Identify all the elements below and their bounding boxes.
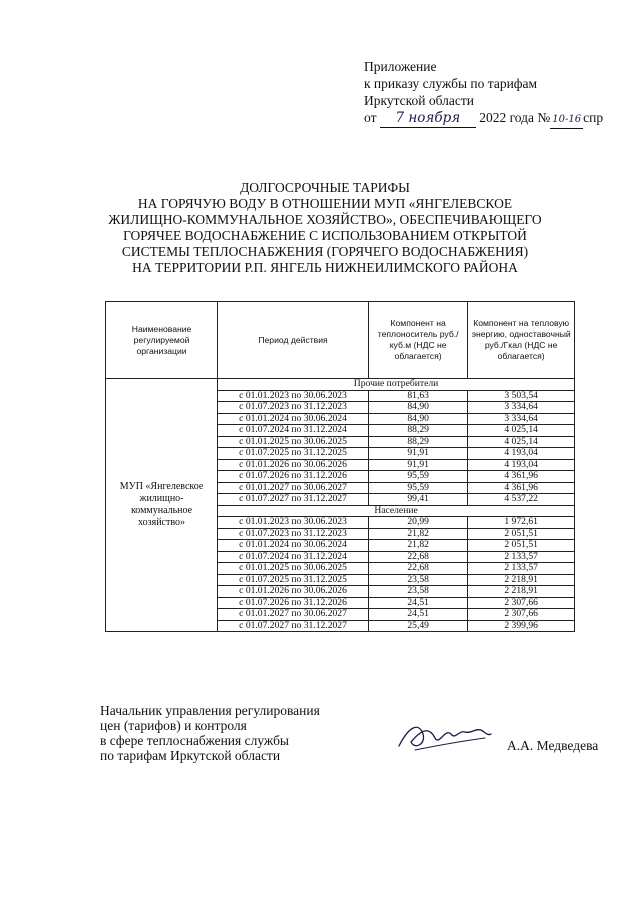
period-cell: с 01.07.2025 по 31.12.2025 bbox=[218, 448, 369, 460]
coolant-cell: 84,90 bbox=[368, 402, 467, 414]
period-cell: с 01.07.2025 по 31.12.2025 bbox=[218, 574, 369, 586]
heat-cell: 3 503,54 bbox=[468, 390, 575, 402]
coolant-cell: 91,91 bbox=[368, 459, 467, 471]
heat-cell: 2 307,66 bbox=[468, 609, 575, 621]
footer-line-1: Начальник управления регулирования bbox=[100, 703, 320, 718]
heat-cell: 4 361,96 bbox=[468, 482, 575, 494]
coolant-cell: 81,63 bbox=[368, 390, 467, 402]
heat-cell: 2 399,96 bbox=[468, 620, 575, 632]
coolant-cell: 91,91 bbox=[368, 448, 467, 460]
heat-cell: 3 334,64 bbox=[468, 413, 575, 425]
heat-cell: 1 972,61 bbox=[468, 517, 575, 529]
table-header-row bbox=[106, 302, 575, 379]
heat-cell: 2 307,66 bbox=[468, 597, 575, 609]
title-line-2: НА ГОРЯЧУЮ ВОДУ В ОТНОШЕНИИ МУП «ЯНГЕЛЕВСКОЕ bbox=[137, 196, 513, 211]
heat-cell: 4 025,14 bbox=[468, 425, 575, 437]
period-cell: с 01.07.2023 по 31.12.2023 bbox=[218, 402, 369, 414]
coolant-cell: 88,29 bbox=[368, 425, 467, 437]
group-row bbox=[106, 379, 575, 391]
document-title bbox=[100, 180, 550, 276]
org-name-cell: МУП «Янгелевское жилищно-коммунальное хозяйство» bbox=[106, 379, 218, 632]
footer-line-2: цен (тарифов) и контроля bbox=[100, 718, 247, 733]
handwritten-date: 7 ноября bbox=[380, 110, 476, 128]
heat-cell: 4 025,14 bbox=[468, 436, 575, 448]
appendix-line-2: к приказу службы по тарифам bbox=[364, 76, 538, 91]
signatory-position bbox=[100, 703, 320, 763]
heat-cell: 2 218,91 bbox=[468, 574, 575, 586]
period-cell: с 01.07.2024 по 31.12.2024 bbox=[218, 551, 369, 563]
title-line-5: СИСТЕМЫ ТЕПЛОСНАБЖЕНИЯ (ГОРЯЧЕГО ВОДОСНАБЖЕНИЯ) bbox=[121, 244, 529, 259]
heat-cell: 4 361,96 bbox=[468, 471, 575, 483]
header-period: Период действия bbox=[218, 302, 369, 379]
period-cell: с 01.01.2026 по 30.06.2026 bbox=[218, 586, 369, 598]
period-cell: с 01.01.2023 по 30.06.2023 bbox=[218, 517, 369, 529]
footer-line-3: в сфере теплоснабжения службы bbox=[100, 733, 290, 748]
coolant-cell: 84,90 bbox=[368, 413, 467, 425]
title-line-3: ЖИЛИЩНО-КОММУНАЛЬНОЕ ХОЗЯЙСТВО», ОБЕСПЕЧИВАЮЩЕГО bbox=[108, 212, 542, 227]
table-body bbox=[106, 379, 575, 632]
handwritten-number: 10-16 bbox=[550, 111, 583, 129]
header-heat-energy: Компонент на тепловую энергию, одноставочный руб./Гкал (НДС не облагается) bbox=[468, 302, 575, 379]
handwritten-signature bbox=[395, 716, 495, 756]
coolant-cell: 20,99 bbox=[368, 517, 467, 529]
coolant-cell: 21,82 bbox=[368, 528, 467, 540]
period-cell: с 01.01.2023 по 30.06.2023 bbox=[218, 390, 369, 402]
appendix-line-1: Приложение bbox=[364, 59, 437, 74]
period-cell: с 01.07.2027 по 31.12.2027 bbox=[218, 620, 369, 632]
footer-line-4: по тарифам Иркутской области bbox=[100, 748, 281, 763]
coolant-cell: 22,68 bbox=[368, 551, 467, 563]
coolant-cell: 21,82 bbox=[368, 540, 467, 552]
coolant-cell: 95,59 bbox=[368, 471, 467, 483]
coolant-cell: 25,49 bbox=[368, 620, 467, 632]
heat-cell: 2 133,57 bbox=[468, 563, 575, 575]
header-org: Наименование регулируемой организации bbox=[106, 302, 218, 379]
period-cell: с 01.01.2027 по 30.06.2027 bbox=[218, 609, 369, 621]
group-name: Прочие потребители bbox=[218, 379, 575, 391]
heat-cell: 4 537,22 bbox=[468, 494, 575, 506]
period-cell: с 01.01.2027 по 30.06.2027 bbox=[218, 482, 369, 494]
coolant-cell: 24,51 bbox=[368, 597, 467, 609]
coolant-cell: 95,59 bbox=[368, 482, 467, 494]
period-cell: с 01.07.2023 по 31.12.2023 bbox=[218, 528, 369, 540]
appendix-prefix: от bbox=[364, 110, 377, 125]
period-cell: с 01.01.2025 по 30.06.2025 bbox=[218, 436, 369, 448]
coolant-cell: 23,58 bbox=[368, 574, 467, 586]
coolant-cell: 88,29 bbox=[368, 436, 467, 448]
appendix-block bbox=[364, 58, 603, 129]
period-cell: с 01.07.2026 по 31.12.2026 bbox=[218, 471, 369, 483]
group-name: Население bbox=[218, 505, 575, 517]
period-cell: с 01.01.2025 по 30.06.2025 bbox=[218, 563, 369, 575]
period-cell: с 01.01.2024 по 30.06.2024 bbox=[218, 540, 369, 552]
title-line-6: НА ТЕРРИТОРИИ Р.П. ЯНГЕЛЬ НИЖНЕИЛИМСКОГО РАЙОНА bbox=[132, 260, 518, 275]
tariffs-table bbox=[105, 301, 575, 632]
coolant-cell: 24,51 bbox=[368, 609, 467, 621]
header-coolant: Компонент на теплоноситель руб./куб.м (НДС не облагается) bbox=[368, 302, 467, 379]
appendix-date-line bbox=[364, 109, 603, 129]
heat-cell: 2 218,91 bbox=[468, 586, 575, 598]
period-cell: с 01.01.2026 по 30.06.2026 bbox=[218, 459, 369, 471]
period-cell: с 01.07.2026 по 31.12.2026 bbox=[218, 597, 369, 609]
period-cell: с 01.07.2024 по 31.12.2024 bbox=[218, 425, 369, 437]
signer-name: А.А. Медведева bbox=[507, 738, 599, 753]
appendix-year: 2022 года № bbox=[479, 110, 551, 125]
coolant-cell: 23,58 bbox=[368, 586, 467, 598]
period-cell: с 01.01.2024 по 30.06.2024 bbox=[218, 413, 369, 425]
coolant-cell: 22,68 bbox=[368, 563, 467, 575]
period-cell: с 01.07.2027 по 31.12.2027 bbox=[218, 494, 369, 506]
heat-cell: 4 193,04 bbox=[468, 448, 575, 460]
heat-cell: 4 193,04 bbox=[468, 459, 575, 471]
title-line-4: ГОРЯЧЕЕ ВОДОСНАБЖЕНИЕ С ИСПОЛЬЗОВАНИЕМ ОТКРЫТОЙ bbox=[123, 228, 527, 243]
title-line-1: ДОЛГОСРОЧНЫЕ ТАРИФЫ bbox=[240, 180, 410, 195]
appendix-line-3: Иркутской области bbox=[364, 93, 475, 108]
appendix-suffix: спр bbox=[583, 110, 604, 125]
heat-cell: 3 334,64 bbox=[468, 402, 575, 414]
heat-cell: 2 133,57 bbox=[468, 551, 575, 563]
heat-cell: 2 051,51 bbox=[468, 540, 575, 552]
coolant-cell: 99,41 bbox=[368, 494, 467, 506]
heat-cell: 2 051,51 bbox=[468, 528, 575, 540]
